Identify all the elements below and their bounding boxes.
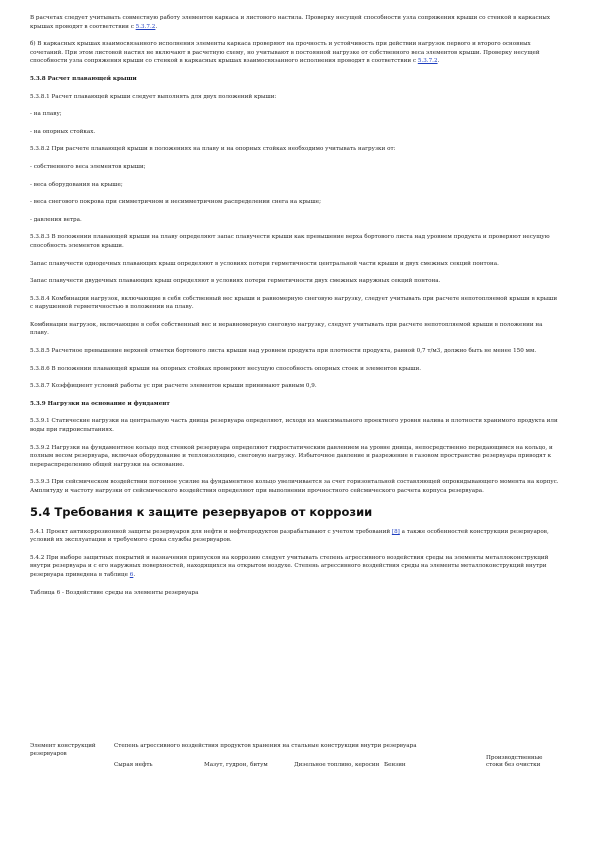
paragraph-text-tail: а также особенностей конструкции резервуаров, условий их эксплуатации и требуемого срока службы резервуаров.: [30, 528, 549, 544]
paragraph: [30, 216, 560, 225]
paragraph-text: - на плаву;: [30, 111, 62, 118]
paragraph: [30, 365, 560, 374]
paragraph: [30, 145, 560, 154]
paragraph-text: - давления ветра.: [30, 216, 82, 223]
paragraph-text: - собственного веса элементов крыши;: [30, 163, 146, 170]
paragraph-text: - веса снегового покрова при симметричном и несимметричном распределении снега на крыше;: [30, 199, 321, 206]
paragraph: [30, 181, 560, 190]
paragraph-text: - на опорных стойках.: [30, 128, 96, 135]
paragraph-text: Запас плавучести двудечных плавающих крыш определяют в условиях потери герметичности двух смежных наружных секций понтона.: [30, 278, 441, 285]
paragraph: [30, 198, 560, 207]
paragraph: [30, 554, 560, 580]
paragraph: [30, 528, 560, 545]
paragraph-text-tail: .: [155, 23, 158, 30]
paragraph: [30, 14, 560, 31]
table-6: [30, 743, 560, 770]
paragraph: [30, 478, 560, 495]
paragraph: [30, 260, 560, 269]
subsection-heading: [30, 400, 560, 409]
paragraph-text-tail: .: [437, 58, 440, 65]
table-subheader-wastewater: Производственные стоки без очистки: [486, 754, 543, 769]
paragraph-text: 5.4.2 При выборе защитных покрытий и назначения припусков на коррозию следует учитывать степень агрессивного воздействия среды на элементы металлоконструкций внутри резервуара и с его наружных поверхностей, находящихся на открытом воздухе. Степень агрессивного воздействия среды на элементы металлоконструкций внутри резервуара приведена в таблице: [30, 554, 549, 578]
paragraph-text: 5.3.9.2 Нагрузки на фундаментное кольцо под стенкой резервуара определяют гидростатическим давлением на уровне днища, непосредственно передающимся на кольцо, и полным весом резервуара, включая оборудование и теплоизоляцию, снеговую нагрузку. Избыточное давление и разрежение в газовом пространстве резервуара приводят к перераспределению общей нагрузки на основание.: [30, 444, 553, 468]
paragraph: [30, 295, 560, 312]
paragraph-text: 5.3.9 Нагрузки на основание и фундамент: [30, 400, 170, 407]
paragraph: [30, 347, 560, 356]
paragraph-text: б) В каркасных крышах взаимосвязанного исполнения элементы каркаса проверяют на прочность и устойчивость при действии нагрузок первого и второго основных сочетаний. При этом листовой настил не включают в расчетную схему, но учитывают в постоянной нагрузке от собственного веса элементов крыши. Проверку несущей способности узла сопряжения крыши со стенкой в каркасных крышах взаимосвязанного исполнения проводят в соответствии с: [30, 41, 540, 65]
paragraph: [30, 128, 560, 137]
paragraph-text: 5.3.8.3 В положении плавающей крыши на плаву определяют запас плавучести крыши как превышение верха бортового листа над уровнем продукта и проверяют несущую способность элементов крыши.: [30, 234, 550, 249]
paragraph: [30, 40, 560, 66]
paragraph: [30, 382, 560, 391]
paragraph-text: 5.3.8.5 Расчетное превышение верхней отметки бортового листа крыши над уровнем продукта при плотности продукта, равной 0,7 т/м3, должно быть не менее 150 мм.: [30, 348, 537, 355]
paragraph: [30, 93, 560, 102]
subsection-heading: [30, 75, 560, 84]
table-header-element: Элемент конструкций резервуаров: [30, 743, 96, 757]
paragraph-text: 5.3.8.4 Комбинации нагрузок, включающие в себя собственный вес крыши и равномерную снеговую нагрузку, следует учитывать при расчете непотопляемой крыши в крыши с нарушенной герметичностью в положении на плаву.: [30, 295, 558, 311]
paragraph-text: 5.4.1 Проект антикоррозионной защиты резервуаров для нефти и нефтепродуктов разрабатывают с учетом требований: [30, 528, 392, 535]
paragraph-text: 5.3.9.1 Статические нагрузки на центральную часть днища резервуара определяют, исходя из максимального проектного уровня налива и плотности хранимого продукта или воды при гидроиспытаниях.: [30, 418, 558, 434]
table-subheader-gasoline: Бензин: [384, 762, 406, 769]
document-page: [30, 14, 560, 606]
paragraph-text: 5.3.8.6 В положении плавающей крыши на опорных стойках проверяют несущую способность опорных стоек и элементов крыши.: [30, 365, 422, 372]
paragraph: [30, 110, 560, 119]
paragraph: [30, 163, 560, 172]
paragraph: [30, 417, 560, 434]
paragraph-text: 5.3.8.7 Коэффициент условий работы γc при расчете элементов крыши принимают равным 0,9.: [30, 383, 317, 390]
paragraph: [30, 277, 560, 286]
paragraph-text-tail: .: [133, 571, 136, 578]
paragraph-text: 5.3.9.3 При сейсмическом воздействии погонное усилие на фундаментное кольцо увеличивается за счет горизонтальной составляющей опрокидывающего момента на корпус. Амплитуду и частоту нагрузки от сейсмического воздействия определяют при выполнении прочностного сейсмического расчета корпуса резервуара.: [30, 479, 559, 494]
table-subheader-fuel-oil: Мазут, гудрон, битум: [204, 762, 268, 769]
paragraph-text: Запас плавучести однодечных плавающих крыш определяют в условиях потери герметичности центральной части крыши и двух смежных секций понтона.: [30, 260, 499, 267]
paragraph: [30, 321, 560, 338]
paragraph: [30, 233, 560, 250]
paragraph-text: 5.3.8.1 Расчет плавающей крыши следует выполнять для двух положений крыши:: [30, 93, 277, 100]
table-subheader-crude-oil: Сырая нефть: [114, 762, 153, 769]
paragraph: [30, 589, 560, 598]
paragraph: [30, 444, 560, 470]
cross-reference-link[interactable]: [8]: [391, 528, 400, 535]
section-title: 5.4 Требования к защите резервуаров от коррозии: [30, 504, 373, 519]
table-group-header: Степень агрессивного воздействия продуктов хранения на стальные конструкции внутри резервуара: [114, 743, 417, 749]
paragraph-text: - веса оборудования на крыше;: [30, 181, 123, 188]
cross-reference-link[interactable]: 5.3.7.2: [417, 58, 438, 65]
cross-reference-link[interactable]: 6: [129, 571, 134, 578]
paragraph-text: 5.3.8.2 При расчете плавающей крыши в положениях на плаву и на опорных стойках необходимо учитывать нагрузки от:: [30, 146, 396, 153]
paragraph-text: В расчетах следует учитывать совместную работу элементов каркаса и листового настила. Проверку несущей способности узла сопряжения крыши со стенкой в каркасных крышах проводят в соответствии с: [30, 15, 550, 30]
table-subheader-diesel: Дизельное топливо, керосин: [294, 762, 380, 769]
paragraph-text: Таблица 6 - Воздействие среды на элементы резервуара: [30, 589, 199, 596]
paragraph-text: Комбинации нагрузок, включающие в себя собственный вес и неравномерную снеговую нагрузку, следует учитывать при расчете непотопляемой крыши в положении на плаву.: [30, 321, 543, 337]
paragraph-text: 5.3.8 Расчет плавающей крыши: [30, 75, 137, 82]
cross-reference-link[interactable]: 5.3.7.2: [135, 23, 156, 30]
